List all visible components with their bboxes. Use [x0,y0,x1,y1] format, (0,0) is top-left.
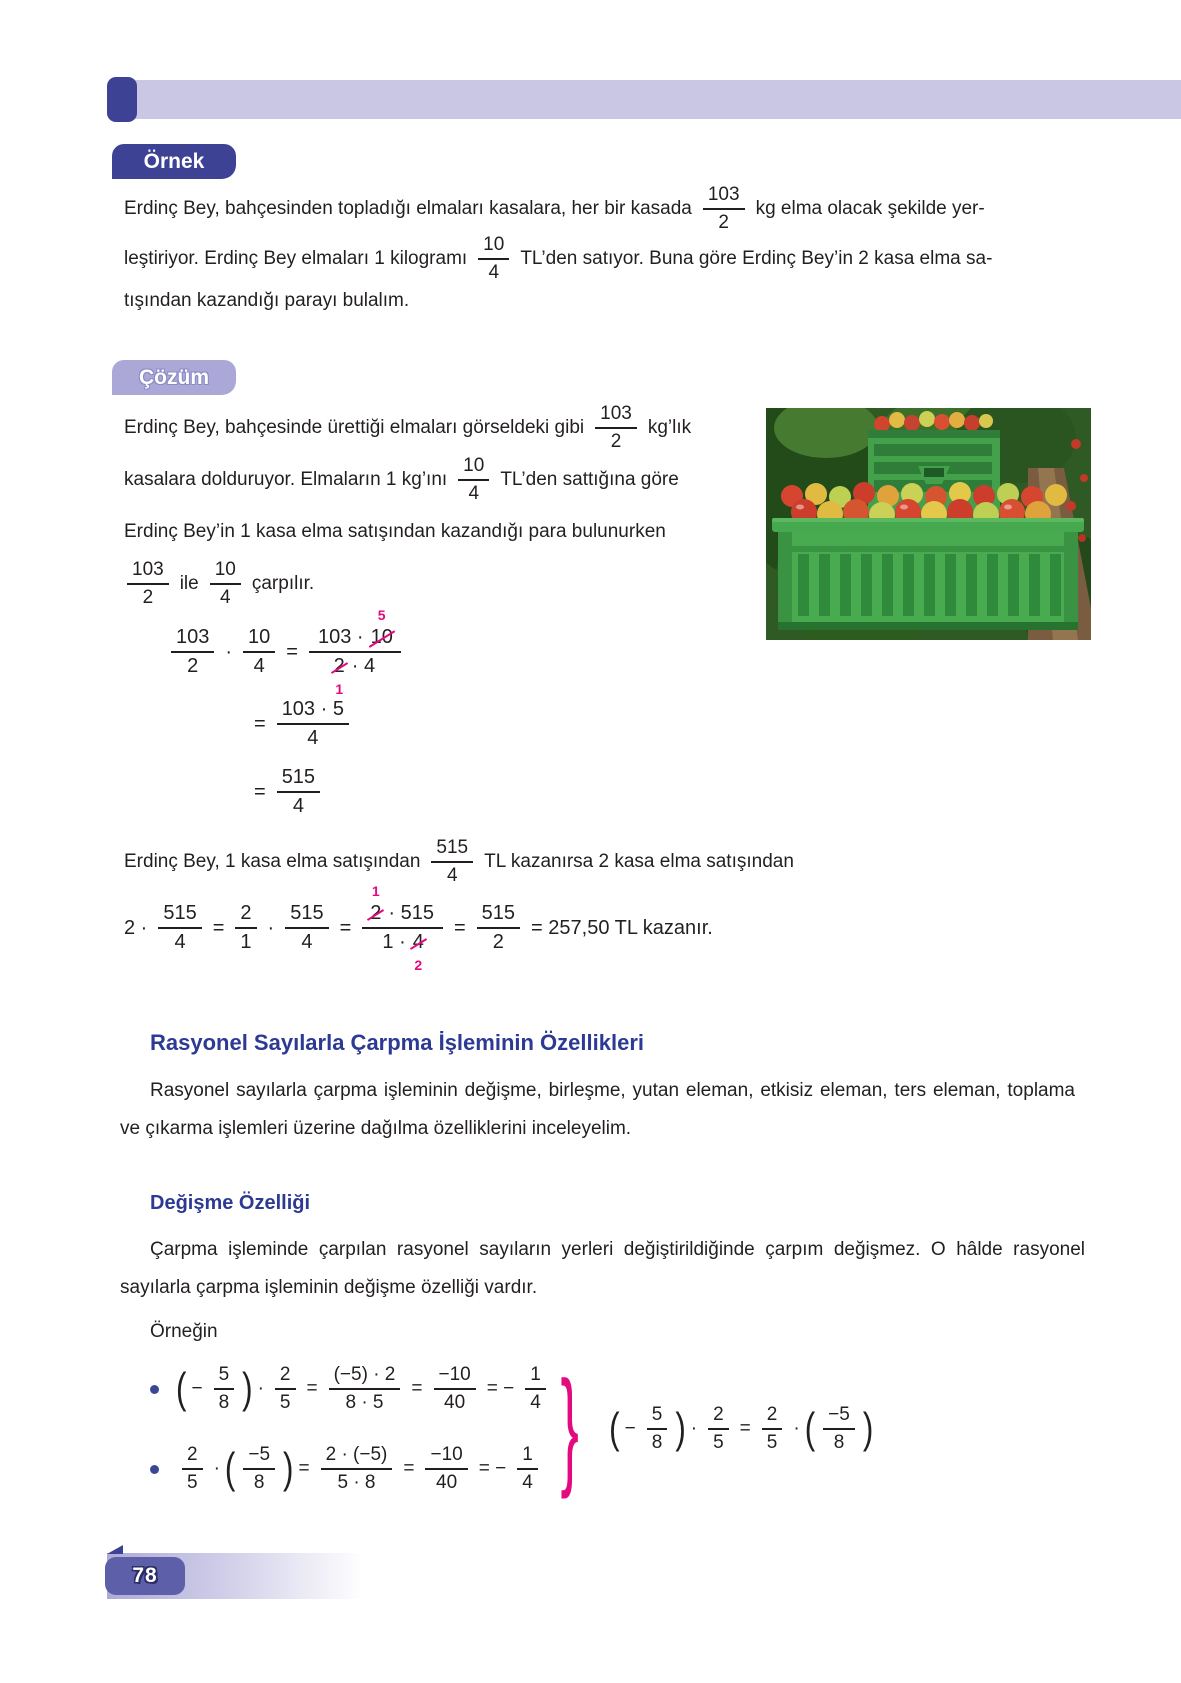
denominator: 4 [522,1472,533,1493]
bullet-icon [150,1465,159,1474]
math-text: · [267,916,275,939]
example-paragraph [120,184,1060,318]
grouping-brace: } [560,1356,579,1502]
solution-line [120,454,768,506]
math-text: = [306,1378,318,1399]
numerator: 2 [708,1404,729,1430]
front-crate [772,482,1084,630]
fraction [478,234,509,284]
commutative-section [120,1192,1085,1501]
cancel-result: 1 [371,883,380,899]
section-header-tab [107,77,137,122]
fraction [285,902,328,954]
cancelled-number [370,883,382,925]
denominator: 4 [468,483,480,504]
math-text: − [191,1378,203,1399]
fraction [235,902,256,954]
cancelled-number [412,931,424,973]
paren: ) [862,1405,874,1453]
numerator: 2 [182,1444,203,1470]
solution-line [120,402,768,454]
example-line [120,284,1060,318]
numerator: 5 [214,1364,235,1390]
fraction [823,1404,855,1454]
cancel-result: 2 [414,957,423,973]
math-text: · [225,640,233,663]
math-text: = [739,1418,751,1439]
math-text: · 4 [351,655,376,677]
fraction [277,766,320,818]
denominator: 4 [220,587,231,608]
fraction [158,902,201,954]
fraction [434,1364,476,1414]
denominator: 4 [446,865,458,886]
bullet-equation [150,1357,553,1421]
math-text: kg elma olacak şekilde yer- [755,198,985,219]
numerator: 103 [703,184,745,210]
bullet-icon [150,1385,159,1394]
example-line [120,234,1060,284]
denominator: 4 [488,262,500,283]
denominator: 8 · 5 [345,1392,384,1413]
solution-badge [112,360,236,395]
denominator: 5 · 8 [337,1472,376,1493]
numerator: 1 [525,1364,546,1390]
denominator [362,929,443,973]
math-text: ile [179,573,199,594]
for-example-label: Örneğin [150,1321,218,1342]
numerator: 2 [235,902,256,929]
math-text: Erdinç Bey’in 1 kasa elma satışından kazandığı para bulunurken [124,521,666,542]
page-number: 78 [132,1564,158,1587]
numerator: 103 · 5 [277,698,349,725]
cancelled-number [370,607,393,649]
numerator: −10 [425,1444,467,1470]
numerator: −10 [434,1364,476,1390]
solution-calculation [164,607,768,818]
section-intro: Rasyonel sayılarla çarpma işleminin değişme, birleşme, yutan eleman, etkisiz eleman, ters eleman, toplama ve çıkarma işlemleri üzerine dağılma özelliklerini inceleyelim. [120,1080,1075,1139]
fraction [595,403,637,453]
section-title: Rasyonel Sayılarla Çarpma İşleminin Özellikleri [150,1030,645,1055]
commutative-example [150,1357,1085,1501]
math-text: · 515 [388,902,434,924]
fraction [517,1444,538,1494]
fraction [309,607,401,697]
bullet-equations [150,1357,553,1501]
example-badge-label: Örnek [143,149,205,173]
math-text: · [690,1418,698,1439]
fraction [127,559,169,609]
numerator: 10 [478,234,509,260]
denominator: 4 [253,655,265,677]
fraction [458,455,489,505]
cancelled-number [333,655,345,697]
math-text: TL’den sattığına göre [500,469,679,490]
paren: ( [224,1445,236,1493]
denominator: 4 [292,795,304,817]
math-text: kg’lık [647,417,692,438]
solution-line [120,558,768,610]
numerator: 1 [517,1444,538,1470]
fraction [525,1364,546,1414]
math-text: Erdinç Bey, bahçesinde ürettiği elmaları görseldeki gibi [124,417,585,438]
fraction [214,1364,235,1414]
math-text: = [298,1458,310,1479]
cancel-result: 1 [335,681,344,697]
struck-value: 10 [370,626,393,648]
fraction [647,1404,668,1454]
section-header-bar [119,80,1181,119]
math-text: TL kazanırsa 2 kasa elma satışından [484,851,794,872]
solution-sentence [120,834,794,890]
numerator: 10 [458,455,489,481]
fraction [243,626,275,678]
math-text: 1 · [382,931,406,953]
math-text: kasalara dolduruyor. Elmaların 1 kg’ını [124,469,448,490]
ribbon-fold [107,1545,123,1554]
math-text: = [339,916,352,939]
numerator: 10 [243,626,275,653]
numerator: 515 [277,766,320,793]
fraction [708,1404,729,1454]
paren: ) [675,1405,686,1453]
final-calculation [120,883,768,973]
denominator: 8 [218,1392,230,1413]
fraction [362,883,443,973]
fraction [329,1364,401,1414]
math-text: · [213,1458,220,1479]
numerator: −5 [243,1444,275,1470]
struck-value: 2 [370,902,382,924]
math-text: leştiriyor. Erdinç Bey elmaları 1 kilogramı [124,248,468,269]
fraction [477,902,520,954]
math-text: = [403,1458,415,1479]
subsection-title: Değişme Özelliği [150,1192,311,1214]
denominator: 8 [253,1472,265,1493]
denominator: 2 [718,212,729,233]
denominator: 5 [713,1432,724,1453]
equation [175,1364,553,1414]
math-text: çarpılır. [251,573,315,594]
denominator: 4 [301,931,313,953]
denominator: 2 [492,931,504,953]
numerator: 10 [210,559,241,585]
page-number-badge [105,1557,185,1595]
math-text: tışından kazandığı parayı bulalım. [124,290,410,311]
denominator: 8 [833,1432,845,1453]
numerator: −5 [823,1404,855,1430]
math-text: · [793,1418,800,1439]
struck-value: 4 [412,931,424,953]
denominator: 8 [651,1432,663,1453]
math-text: 103 · [317,626,364,648]
solution-line [120,506,768,558]
example-line [120,184,1060,234]
numerator: 2 [762,1404,783,1430]
paren: ( [609,1405,620,1453]
denominator: 2 [187,655,199,677]
math-text: Erdinç Bey, bahçesinden topladığı elmaları kasalara, her bir kasada [124,198,692,219]
calc-step [164,607,768,697]
numerator: 5 [647,1404,668,1430]
denominator: 40 [436,1472,458,1493]
conclusion-equation [608,1404,874,1454]
cancel-result: 5 [377,607,386,623]
numerator: 103 [171,626,214,653]
denominator: 2 [610,431,622,452]
numerator: 515 [431,837,473,863]
equation [175,1444,545,1494]
denominator: 2 [142,587,154,608]
calc-step [250,698,768,750]
fraction [210,559,241,609]
fraction [431,837,473,887]
denominator: 5 [766,1432,778,1453]
properties-section [120,1030,1075,1148]
math-text: · [257,1378,264,1399]
paren: ( [176,1365,187,1413]
math-text: TL’den satıyor. Buna göre Erdinç Bey’in 2 kasa elma sa- [520,248,993,269]
denominator: 1 [240,931,252,953]
math-text: = [286,640,298,663]
apple-crates-photo [766,408,1091,640]
denominator: 4 [174,931,186,953]
denominator [309,653,401,697]
denominator: 4 [530,1392,541,1413]
numerator: 515 [158,902,201,929]
bullet-equation [150,1437,553,1501]
numerator: 2 · (−5) [321,1444,393,1470]
subsection-body: Çarpma işleminde çarpılan rasyonel sayıların yerleri değiştirildiğinde çarpım değişmez. O hâlde rasyonel sayılarla çarpma işleminin değişme özelliği vardır. [120,1239,1085,1298]
math-text: = [411,1378,423,1399]
solution-badge-label: Çözüm [139,365,209,389]
numerator [362,883,443,929]
fraction [243,1444,275,1494]
denominator: 40 [444,1392,466,1413]
struck-value: 2 [333,655,345,677]
numerator [309,607,401,653]
numerator: 515 [285,902,328,929]
denominator: 5 [187,1472,198,1493]
example-badge [112,144,236,179]
math-text: = [453,916,466,939]
math-text: = [212,916,225,939]
fraction [171,626,214,678]
paren: ) [242,1365,253,1413]
denominator: 4 [307,727,319,749]
numerator: (−5) · 2 [329,1364,401,1390]
math-text: 2 · [124,916,148,939]
numerator: 103 [127,559,169,585]
math-text: − [624,1418,636,1439]
fraction [182,1444,203,1494]
fraction [277,698,349,750]
math-text: = − [486,1378,515,1399]
fraction [321,1444,393,1494]
math-text: = − [478,1458,507,1479]
numerator: 2 [275,1364,296,1390]
fraction [762,1404,783,1454]
math-text: Erdinç Bey, 1 kasa elma satışından [124,851,421,872]
fraction [703,184,745,234]
paren: ( [804,1405,816,1453]
math-text: = [254,780,266,803]
calc-step [250,766,768,818]
numerator: 515 [477,902,520,929]
math-text: = [254,712,266,735]
numerator: 103 [595,403,637,429]
fraction [275,1364,296,1414]
math-text: = 257,50 TL kazanır. [531,916,713,939]
fraction [425,1444,467,1494]
page-number-area [105,1543,385,1607]
solution-section [120,402,794,973]
paren: ) [283,1445,294,1493]
denominator: 5 [279,1392,291,1413]
